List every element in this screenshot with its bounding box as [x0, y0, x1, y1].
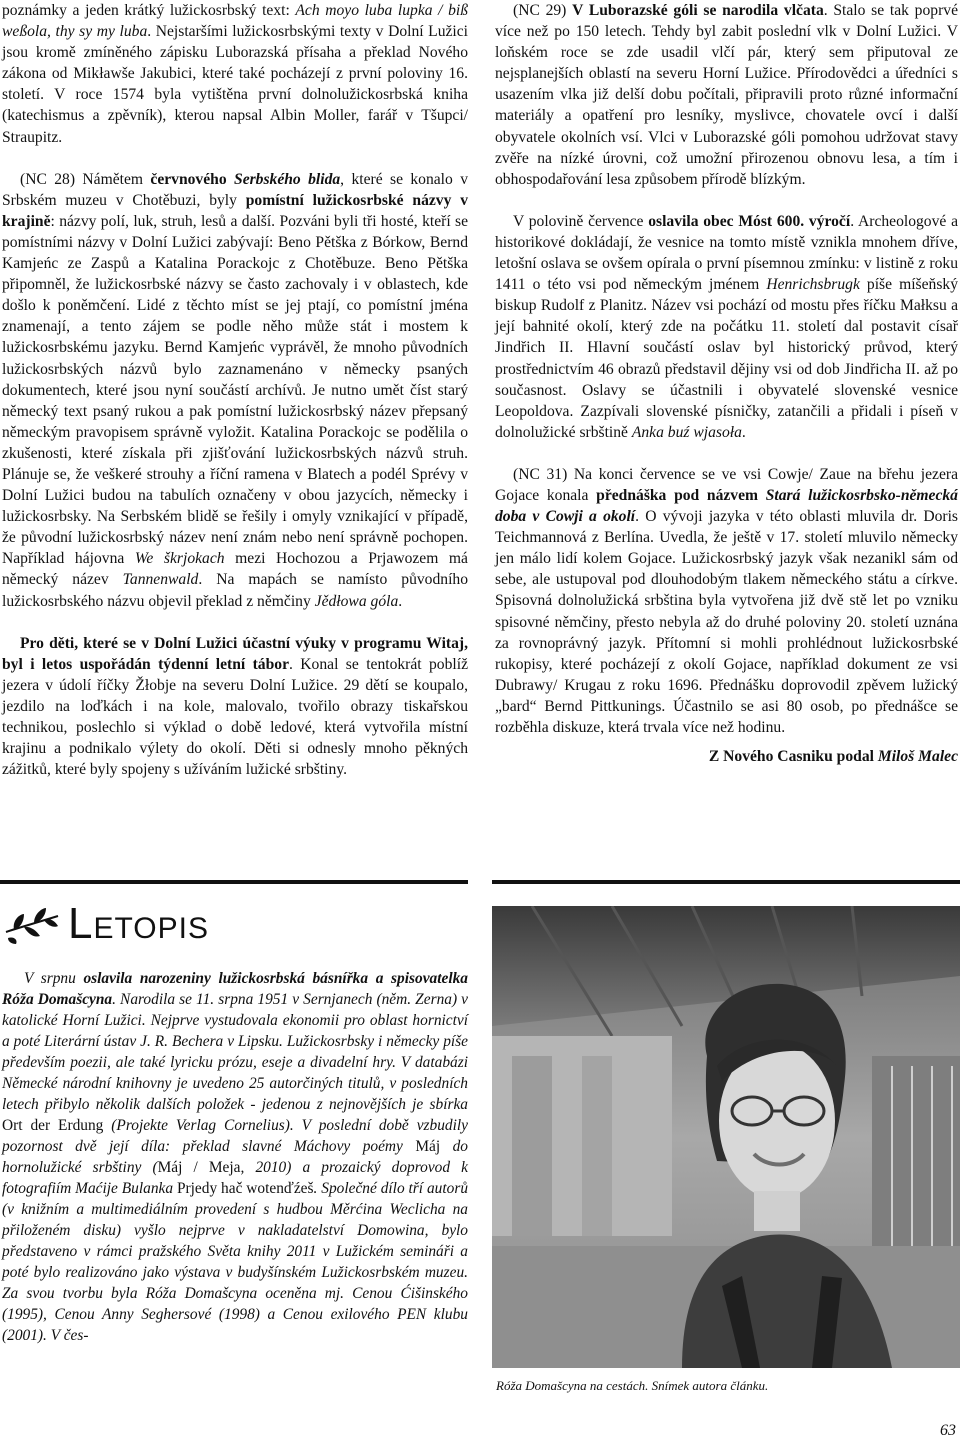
text-run: V polovině července — [513, 212, 649, 230]
book-title: Ort der Erdung — [2, 1117, 104, 1134]
text-run: . Archeologové a historikové dokládají, že vesnice na tomto místě vznikla mnohem dříve, letošní oslava se ovšem opírala o první písemnou zmínku: v listině z roku 1411 o této vsi pod německým jménem — [495, 212, 958, 294]
section-divider — [492, 880, 960, 884]
signature — [495, 746, 958, 767]
title-initial: L — [68, 899, 94, 948]
paragraph-nc31 — [495, 464, 958, 738]
text-run: : názvy polí, luk, struh, lesů a další. Pozváni byli tři hosté, kteří se pomístními názvy v Dolní Lužici zabývají: Beno Pětška z Bórkow, Bernd Kamjeńc ze Zaspů a Katalina Porackojc z Chotěbuze. Beno Pětška připomněl, že lužickosrbské názvy se často zachovaly i v oblastech, kde došlo k poněmčení. Lidé z těchto míst se jej ptají, co pomístní jména znamenají, a tento zájem se podle něho může stát i mostem k lužickosrbskému jazyku. Bernd Kamjeńc vyprávěl, že mnoho původních lužickosrbských názvů bylo zaznamenáno v německy psaných dokumentech, které jsou nyní součástí archívů. Je nutno umět číst starý německý text psaný rukou a pak pomístní lužickosrbský název přepsaný německým pravopisem správně vyložit. Katalina Porackojc se podělila o zkušenosti, které získala při zjišťování lužickosrbských názvů struh. Plánuje se, že veškeré strouhy a říční ramena v Blatech a podél Sprévy v Dolní Lužici budou na tabulích označeny v obou jazycích, německy i lužickosrbsky. Na Serbském blidě se řešily i omyly vznikající v případě, že původní lužickosrbský název není znám nebo není správně pochopen. Například hájovna — [2, 212, 468, 568]
text-run: (NC 29) — [513, 2, 573, 19]
quoted-text: Ach moyo luba lupka / biß weßola, thy sy my luba — [2, 2, 469, 41]
lecture-title: Stará lužickosrbsko-německá doba v Cowji a okolí — [495, 486, 958, 526]
event-name: Serbského blida — [234, 170, 341, 188]
left-column — [2, 0, 468, 780]
text-run: . O vývoji jazyka v této oblasti mluvila dr. Doris Teichmannová z Berlína. Uvedla, že ještě v 17. století mluvilo německy jen málo lidí kolem Gojace. Lužickosrbský jazyk však nezanikl sám od sebe, ale ustupoval pod dlouhodobým tlakem německého státu a církve. Spisovná dolnolužická srbština byla vytvořena již dvě stě let po vzniku spisovné němčiny, přesto nebyla až do druhé poloviny 20. století uznána za rovnoprávný jazyk. Přítomní si mohli prohlédnout lužickosrbské rukopisy, které pocházejí z okolí Gojace, například dokument ze vsi Dubrawy/ Krugau z roku 1696. Přednášku doprovodil zpěvem lužický „bard“ Bernd Pittkunings. Účastnilo se asi 80 osob, po přednášce se rozběhla diskuze, která trvala více než hodinu. — [495, 508, 958, 736]
text-run: , 2010) a prozaický doprovod k fotografiím Maćije Bulanka — [2, 1159, 468, 1197]
text-run: poznámky a jeden krátký lužickosrbský text: — [2, 2, 296, 19]
signature-prefix: Z Nového Casniku podal — [708, 748, 878, 766]
title-rest: ETOPIS — [93, 912, 209, 945]
paragraph-witaj — [2, 633, 468, 781]
text-run: píše míšeňský biskup Rudolf z Planitz. Název vsi pochází od mostu přes říčku Małksu a její bahnité okolí, který zde na počátku 11. století dal postavit císař Jindřich II. Hlavní součástí oslav byl historický průvod, který prostřednictvím 46 obrazů představil dějiny vsi od dob Jindřicha II. až po současnost. Oslavy se účastnili i obyvatelé slovenské vesnice Leopoldova. Zazpívali slovenské písničky, zatančili a přidali i píseň v dolnolužické srbštině — [495, 276, 959, 441]
bold-text: oslavila narozeniny lužickosrbská básnířka a spisovatelka Róža Domašcyna — [2, 970, 468, 1008]
portrait-photo — [492, 906, 960, 1368]
text-run: (Projekte Verlag Cornelius). V poslední době vzbudily pozornost dvě její díla: překlad slavné Máchovy poémy — [2, 1117, 468, 1155]
page-number: 63 — [940, 1422, 956, 1439]
text-run: . Společné dílo tří autorů (v knižním a multimediálním provedení s hudbou Měrćina Weclicha na přiloženém disku) vyšlo nejprve v nakladatelství Domowina, bylo představeno v rámci pražského Světa knihy 2011 v Lužickém semináři a poté bylo realizováno jako výstava v budyšínském Lužickosrbském muzeu. Za svou tvorbu byla Róža Domašcyna oceněna mj. Cenou Ćišinského (1995), Cenou Anny Seghersové (1998) a Cenou exilového PEN klubu (2001). V čes- — [2, 1180, 469, 1344]
bold-text: V Luborazské góli se narodila vlčata — [572, 2, 824, 19]
italic-text: Jědłowa góla — [314, 592, 399, 610]
bold-text: Pro děti, které se v Dolní Lužici účastní výuky v programu Witaj, byl i letos uspořádán týdenní letní tábor — [2, 634, 468, 673]
section-divider — [0, 880, 468, 884]
text-run: do hornolužické srbštiny ( — [2, 1138, 468, 1176]
text-run: . Na mapách se namísto původního lužickosrbského názvu objevil překlad z němčiny — [2, 571, 468, 610]
text-run: . Konal se tentokrát poblíž jezera v údolí říčky Žłobje na severu Dolní Lužice. 29 dětí se koupalo, jezdilo na loďkách i na kole, malovalo, tvořilo obrazy tiskařskou technikou, poslechlo si výklad o době ledové, která vytvořila místní krajinu a podnikalo výlety do okolí. Děti si odnesly mnoho pěkných zážitků, které byly spojeny s užíváním lužické srbštiny. — [2, 655, 468, 779]
photo-caption: Róža Domašcyna na cestách. Snímek autora článku. — [496, 1378, 769, 1393]
letopis-header — [4, 898, 304, 958]
right-column — [495, 0, 958, 767]
book-title: Máj / Meja — [157, 1159, 241, 1176]
italic-text: Tannenwald — [122, 571, 199, 589]
paragraph-most — [495, 211, 958, 443]
text-run: . — [741, 423, 746, 441]
letopis-article — [2, 968, 468, 1346]
paragraph-nc28 — [2, 169, 468, 612]
bold-text: přednáška pod názvem — [596, 486, 766, 504]
italic-text: Anka buź wjasoła — [631, 423, 742, 441]
book-title: Máj — [415, 1138, 441, 1155]
leaf-branch-icon — [4, 902, 60, 946]
paragraph-nc29 — [495, 0, 958, 190]
text-run: . Narodila se 11. srpna 1951 v Sernjanech (něm. Zerna) v katolické Horní Lužici. Nejprve vystudovala ekonomii pro oblast hornictví a poté Literární ústav J. R. Bechera v Lipsku. Lužickosrbsky i německy píše především poezii, ale také lyricku prózu, eseje a divadelní hry. V databázi Německé národní knihovny je uvedeno 25 autorčiných titulů, v posledních letech přibylo několik dalších položek - jedenou z nejnovějších je sbírka — [2, 991, 468, 1113]
bold-text: pomístní lužickosrbské názvy v krajině — [2, 191, 468, 230]
text-run: mezi Hochozou a Prjawozem má německý název — [2, 550, 468, 589]
paragraph-domascyna — [2, 968, 468, 1346]
text-run: , které se konalo v Srbském muzeu v Chotěbuzi, byly — [2, 170, 468, 209]
text-run: V srpnu — [24, 970, 84, 987]
text-run: (NC 28) Námětem — [20, 170, 151, 188]
book-title: Prjedy hač wotenďźeš — [176, 1180, 314, 1197]
italic-text: Henrichsbrugk — [766, 276, 860, 294]
text-run: . — [398, 592, 403, 610]
italic-text: We škrjokach — [134, 550, 225, 568]
author-name: Miloš Malec — [877, 748, 958, 766]
text-run: . Stalo se tak poprvé více než po 150 letech. Tehdy byl zabit poslední vlk v Dolní Lužici. V loňském roce se zde usadil vlčí pár, který sem připutoval ze nejsplanejších oblastí na severu Horní Lužice. Přírodovědci a úředníci s usazením vlka již delší dobu počítali, připravili proto různé informační materiály a opatření pro lesníky, myslivce, chovatele ovcí i další obyvatele okolních vsí. Vlci v Luborazské góli pomohou udržovat stavy zvěře na nízké úrovni, což umožní přirozenou obnovu lesa, a tím i obhospodařování lesa způsobem přírodě blízkým. — [495, 2, 958, 188]
text-run: (NC 31) Na konci července se ve vsi Cowje/ Zaue na břehu jezera Gojace konala — [495, 465, 958, 504]
text-run: . Nejstaršími lužickosrbskými texty v Dolní Lužici jsou kromě zmíněného zápisku Luborazská přísaha a překlad Nového zákona od Mikławše Jakubici, které také pocházejí z první poloviny 16. století. V roce 1574 byla vytištěna první dolnolužickosrbská kniha (katechismus a zpěvník), kterou napsal Albin Moller, farář v Tšupci/ Straupitz. — [2, 23, 469, 146]
paragraph-intro — [2, 0, 468, 148]
photo-illustration — [492, 906, 960, 1368]
bold-text: červnového — [150, 170, 235, 188]
section-title — [68, 900, 209, 953]
bold-text: oslavila obec Móst 600. výročí — [648, 212, 851, 230]
